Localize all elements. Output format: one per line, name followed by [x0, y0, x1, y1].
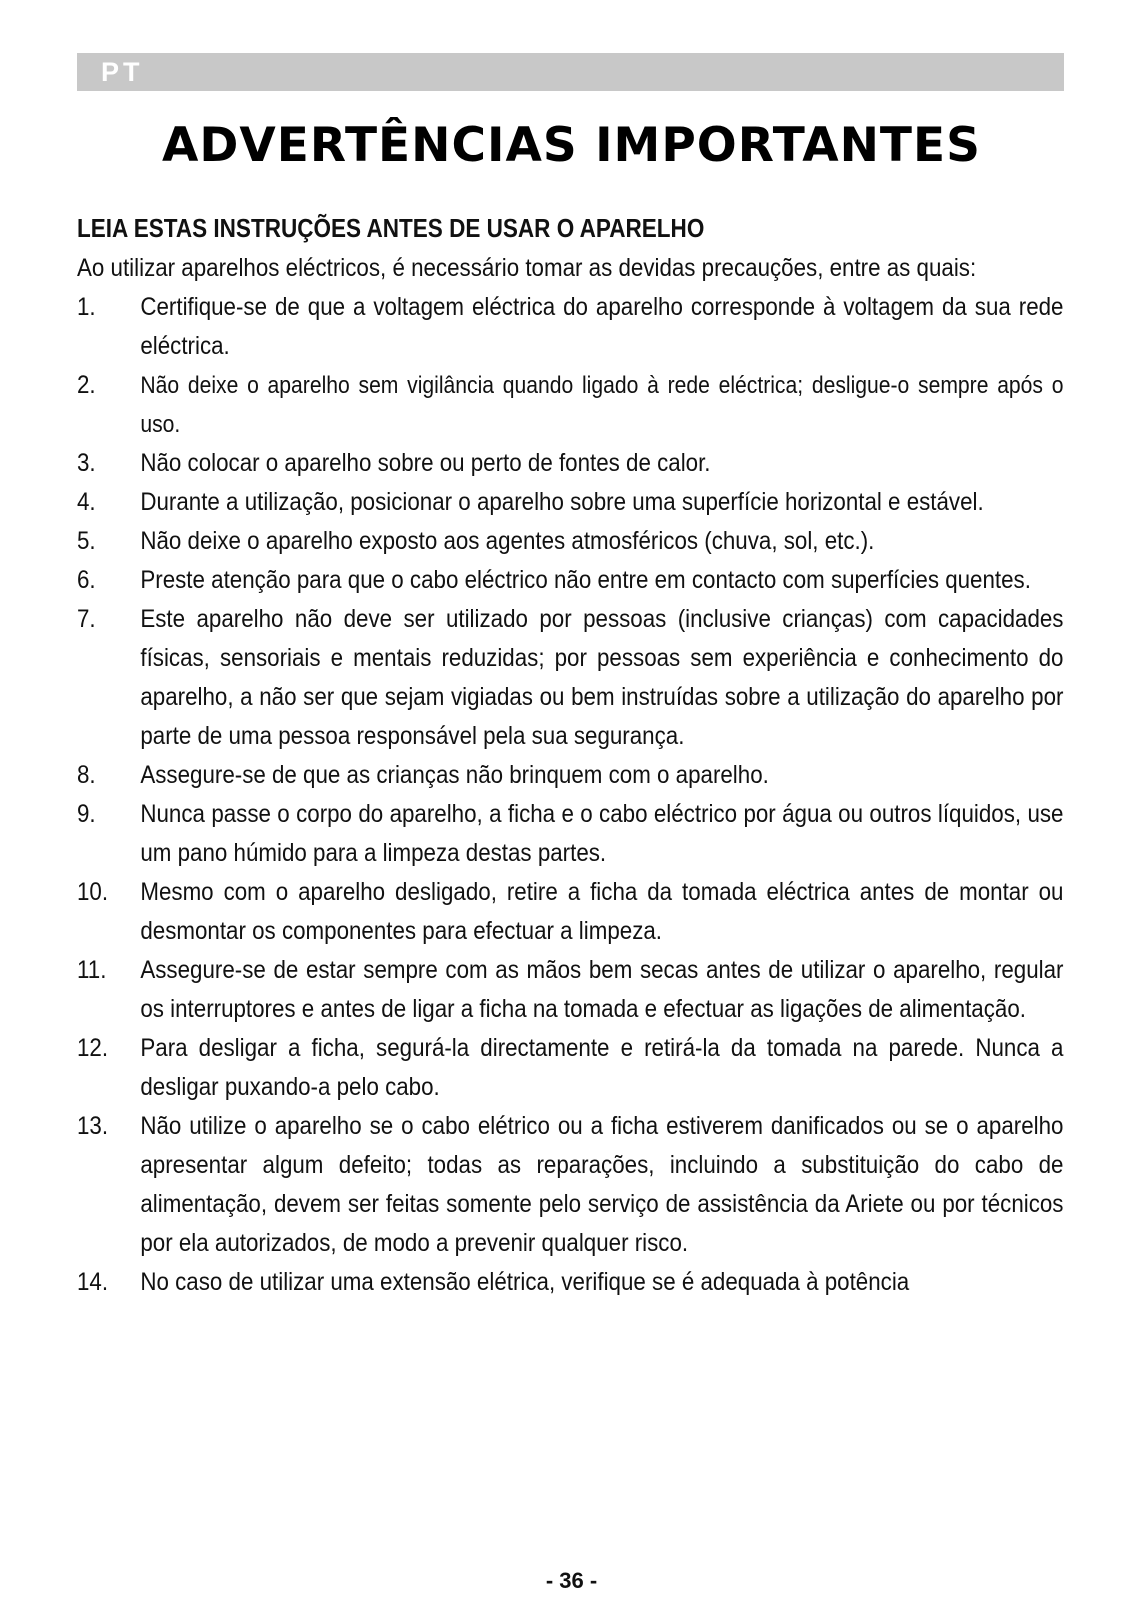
list-item: [77, 483, 1063, 522]
item-number: 2.: [77, 371, 96, 399]
list-item: [77, 756, 1063, 795]
item-number: 11.: [77, 956, 107, 984]
item-text: Este aparelho não deve ser utilizado por pessoas (inclusive crianças) com capacidades físicas, sensoriais e mentais reduzidas; por pessoas sem experiência e conhecimento do aparelho, a não ser que sejam vigiadas ou bem instruídas sobre a utilização do aparelho por parte de uma pessoa responsável pela sua segurança.: [140, 605, 1064, 750]
item-text: Mesmo com o aparelho desligado, retire a ficha da tomada eléctrica antes de montar ou desmontar os componentes para efectuar a limpeza.: [140, 878, 1064, 945]
item-number: 9.: [77, 800, 96, 828]
list-item: [77, 1107, 1063, 1263]
list-item: [77, 444, 1063, 483]
item-text: Para desligar a ficha, segurá-la directamente e retirá-la da tomada na parede. Nunca a desligar puxando-a pelo cabo.: [140, 1034, 1064, 1101]
item-text: Assegure-se de que as crianças não brinquem com o aparelho.: [140, 761, 769, 789]
list-item: [77, 522, 1063, 561]
list-item: [77, 795, 1063, 873]
item-number: 5.: [77, 527, 96, 555]
item-number: 13.: [77, 1112, 109, 1140]
language-code: PT: [101, 57, 144, 87]
list-item: [77, 1029, 1063, 1107]
item-text: Não utilize o aparelho se o cabo elétrico ou a ficha estiverem danificados ou se o aparelho apresentar algum defeito; todas as reparações, incluindo a substituição do cabo de alimentação, devem ser feitas somente pelo serviço de assistência da Ariete ou por técnicos por ela autorizados, de modo a prevenir qualquer risco.: [140, 1112, 1064, 1257]
page-title: ADVERTÊNCIAS IMPORTANTES: [162, 118, 981, 173]
list-item: [77, 1263, 1063, 1302]
item-number: 1.: [77, 293, 96, 321]
intro-paragraph: Ao utilizar aparelhos eléctricos, é necessário tomar as devidas precauções, entre as quais:: [77, 254, 977, 282]
list-item: [77, 366, 1063, 444]
list-item: [77, 873, 1063, 951]
item-text: Nunca passe o corpo do aparelho, a ficha e o cabo eléctrico por água ou outros líquidos, use um pano húmido para a limpeza destas partes.: [140, 800, 1064, 867]
item-number: 3.: [77, 449, 96, 477]
item-text: Durante a utilização, posicionar o aparelho sobre uma superfície horizontal e estável.: [140, 488, 984, 516]
item-number: 6.: [77, 566, 96, 594]
item-text: Preste atenção para que o cabo eléctrico não entre em contacto com superfícies quentes.: [140, 566, 1031, 594]
item-number: 7.: [77, 605, 96, 633]
document-body: [77, 210, 1063, 1302]
item-text: Assegure-se de estar sempre com as mãos bem secas antes de utilizar o aparelho, regular os interruptores e antes de ligar a ficha na tomada e efectuar as ligações de alimentação.: [140, 956, 1064, 1023]
item-text: Certifique-se de que a voltagem eléctrica do aparelho corresponde à voltagem da sua rede eléctrica.: [140, 293, 1064, 360]
item-text: Não deixe o aparelho sem vigilância quando ligado à rede eléctrica; desligue-o sempre após o uso.: [140, 372, 1064, 438]
list-item: [77, 561, 1063, 600]
list-item: [77, 951, 1063, 1029]
section-subtitle: LEIA ESTAS INSTRUÇÕES ANTES DE USAR O APARELHO: [77, 215, 705, 243]
item-number: 14.: [77, 1268, 109, 1296]
language-header-bar: [77, 53, 1064, 91]
list-item: [77, 600, 1063, 756]
page-number: - 36 -: [545, 1568, 598, 1593]
item-number: 12.: [77, 1034, 109, 1062]
item-number: 10.: [77, 878, 109, 906]
warnings-list: [77, 288, 1063, 1302]
item-number: 4.: [77, 488, 96, 516]
item-text: Não deixe o aparelho exposto aos agentes atmosféricos (chuva, sol, etc.).: [140, 527, 875, 555]
item-number: 8.: [77, 761, 96, 789]
item-text: Não colocar o aparelho sobre ou perto de fontes de calor.: [140, 449, 711, 477]
item-text: No caso de utilizar uma extensão elétrica, verifique se é adequada à potência: [140, 1268, 910, 1296]
list-item: [77, 288, 1063, 366]
